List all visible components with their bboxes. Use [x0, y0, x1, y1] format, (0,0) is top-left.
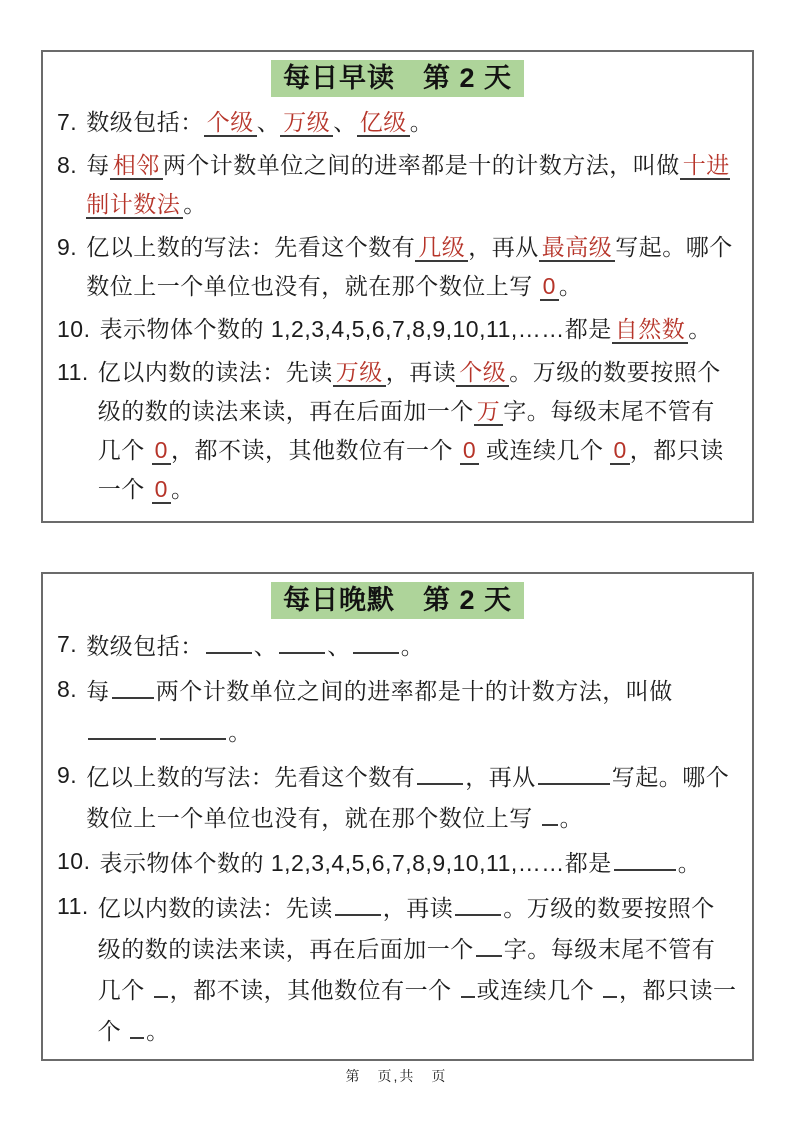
text-segment: 亿以内数的读法：先读 — [97, 359, 333, 385]
answer-text: 万级 — [280, 109, 333, 137]
text-segment: 每 — [86, 678, 110, 704]
morning-reading-card — [41, 50, 754, 523]
blank-line — [542, 797, 558, 826]
text-segment: 、 — [253, 633, 278, 659]
list-item — [57, 353, 738, 509]
text-segment: 。 — [559, 805, 584, 831]
item-text — [86, 146, 738, 224]
text-segment: 。 — [400, 633, 425, 659]
text-segment: ，都只读一个 — [97, 437, 724, 502]
blank-line — [476, 928, 502, 957]
list-item — [57, 310, 738, 349]
item-number: 9. — [57, 234, 78, 260]
section-title: 每日晚默 第 2 天 — [271, 582, 524, 619]
text-segment: 。 — [688, 316, 712, 342]
item-number: 10. — [57, 848, 91, 874]
text-segment: 字。每级末尾不管有几个 — [97, 936, 716, 1003]
item-number: 11. — [57, 359, 89, 385]
item-text — [98, 353, 738, 509]
answer-text: 0 — [610, 437, 629, 465]
blank-line — [88, 711, 156, 740]
blank-line — [112, 670, 154, 699]
blank-line — [461, 969, 475, 998]
page-footer: 第 页,共 页 — [345, 1068, 448, 1084]
blank-line — [417, 756, 463, 785]
text-segment: 表示物体个数的 1,2,3,4,5,6,7,8,9,10,11,……都是 — [99, 850, 612, 876]
item-text — [99, 842, 738, 883]
answer-text: 十进制计数法 — [86, 152, 730, 217]
item-text — [98, 887, 738, 1051]
text-segment: 、 — [256, 109, 281, 135]
answer-text: 最高级 — [539, 234, 616, 262]
text-segment: 、 — [327, 633, 351, 659]
text-segment: 字。每级末尾不管有几个 — [97, 398, 715, 463]
text-segment: 。 — [409, 109, 434, 135]
item-text — [86, 670, 738, 752]
blank-line — [603, 969, 617, 998]
item-text — [99, 310, 738, 349]
list-item — [57, 887, 738, 1051]
item-list — [57, 625, 738, 1051]
item-number: 11. — [57, 893, 89, 919]
answer-text: 0 — [152, 437, 171, 465]
answer-text: 0 — [540, 273, 559, 301]
list-item — [57, 103, 738, 142]
answer-text: 0 — [460, 437, 479, 465]
text-segment: 、 — [333, 109, 357, 135]
item-list — [57, 103, 738, 509]
item-number: 7. — [57, 109, 78, 135]
item-text — [86, 103, 738, 142]
blank-line — [206, 625, 252, 654]
text-segment: 写起。哪个数位上一个单位也没有，就在那个数位上写 — [86, 764, 730, 831]
item-number: 9. — [57, 762, 78, 788]
text-segment: 两个计数单位之间的进率都是十的计数方法，叫做 — [155, 678, 673, 704]
list-item — [57, 228, 738, 306]
answer-text: 个级 — [204, 109, 257, 137]
item-text — [86, 228, 738, 306]
section-title-row — [57, 60, 738, 97]
text-segment: ，都只读一个 — [97, 977, 737, 1044]
text-segment: 写起。哪个数位上一个单位也没有，就在那个数位上写 — [86, 234, 733, 299]
answer-text: 自然数 — [612, 316, 689, 344]
text-segment: 。 — [558, 273, 583, 299]
blank-line — [614, 842, 676, 871]
item-number: 8. — [57, 152, 78, 178]
text-segment: 表示物体个数的 1,2,3,4,5,6,7,8,9,10,11,……都是 — [99, 316, 612, 342]
evening-dictation-card — [41, 572, 754, 1061]
answer-text: 亿级 — [357, 109, 410, 137]
answer-text: 个级 — [456, 359, 509, 387]
text-segment: 每 — [86, 152, 110, 178]
text-segment: ，再从 — [468, 234, 539, 260]
answer-text: 万级 — [333, 359, 386, 387]
text-segment: 数级包括： — [86, 109, 204, 135]
blank-line — [455, 887, 501, 916]
item-number: 8. — [57, 676, 78, 702]
item-number: 10. — [57, 316, 91, 342]
blank-line — [130, 1010, 144, 1039]
list-item — [57, 625, 738, 666]
list-item — [57, 670, 738, 752]
text-segment: 亿以内数的读法：先读 — [97, 895, 333, 921]
list-item — [57, 756, 738, 838]
text-segment: ，再读 — [385, 359, 457, 385]
item-text — [86, 625, 738, 666]
text-segment: 。 — [170, 476, 195, 502]
list-item — [57, 146, 738, 224]
blank-line — [335, 887, 381, 916]
answer-text: 万 — [474, 398, 504, 426]
text-segment: 或连续几个 — [479, 437, 611, 463]
text-segment: 亿以上数的写法：先看这个数有 — [86, 234, 416, 260]
answer-text: 0 — [152, 476, 171, 504]
section-title: 每日早读 第 2 天 — [271, 60, 524, 97]
list-item — [57, 842, 738, 883]
blank-line — [538, 756, 610, 785]
section-title-row — [57, 582, 738, 619]
blank-line — [279, 625, 325, 654]
text-segment: 数级包括： — [86, 633, 204, 659]
text-segment: 。 — [228, 719, 252, 745]
item-text — [86, 756, 738, 838]
blank-line — [154, 969, 168, 998]
blank-line — [160, 711, 226, 740]
blank-line — [353, 625, 399, 654]
answer-text: 相邻 — [110, 152, 163, 180]
text-segment: ，再从 — [465, 764, 536, 790]
text-segment: ，都不读，其他数位有一个 — [170, 437, 460, 463]
text-segment: 或连续几个 — [476, 977, 601, 1003]
text-segment: 。 — [146, 1018, 170, 1044]
text-segment: 亿以上数的写法：先看这个数有 — [86, 764, 416, 790]
text-segment: 。 — [677, 850, 702, 876]
answer-text: 几级 — [415, 234, 468, 262]
text-segment: ，再读 — [382, 895, 454, 921]
text-segment: 。 — [183, 191, 207, 217]
text-segment: 。万级的数要按照个级的数的读法来读，再在后面加一个 — [97, 359, 721, 424]
text-segment: ，都不读，其他数位有一个 — [169, 977, 459, 1003]
item-number: 7. — [57, 631, 78, 657]
text-segment: 两个计数单位之间的进率都是十的计数方法，叫做 — [162, 152, 680, 178]
text-segment: 。万级的数要按照个级的数的读法来读，再在后面加一个 — [97, 895, 715, 962]
